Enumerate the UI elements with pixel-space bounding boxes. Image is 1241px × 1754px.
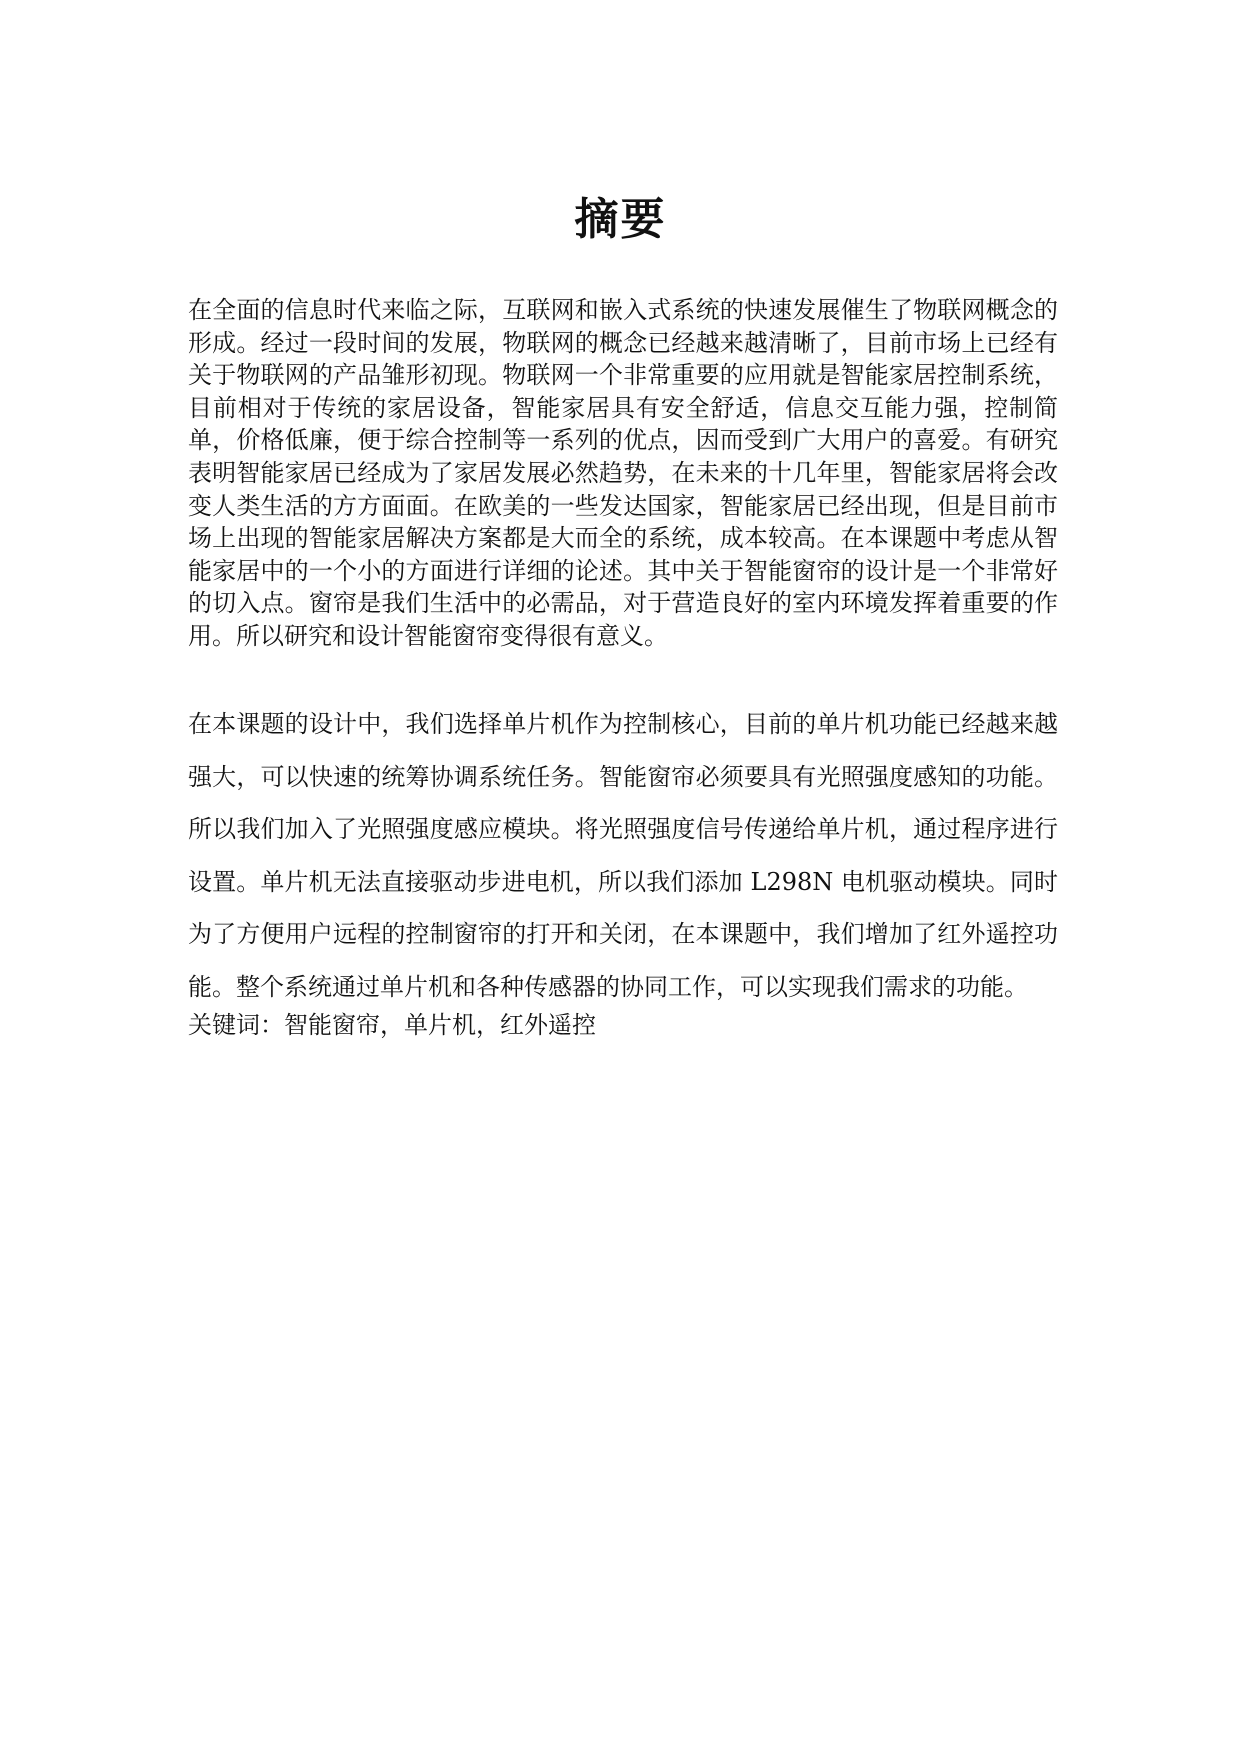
abstract-paragraph-1: 在全面的信息时代来临之际，互联网和嵌入式系统的快速发展催生了物联网概念的形成。经过一段时间的发展，物联网的概念已经越来越清晰了，目前市场上已经有关于物联网的产品雏形初现。物联网一个非常重要的应用就是智能家居控制系统，目前相对于传统的家居设备，智能家居具有安全舒适，信息交互能力强，控制简单，价格低廉，便于综合控制等一系列的优点，因而受到广大用户的喜爱。有研究表明智能家居已经成为了家居发展必然趋势，在未来的十几年里，智能家居将会改变人类生活的方方面面。在欧美的一些发达国家，智能家居已经出现，但是目前市场上出现的智能家居解决方案都是大而全的系统，成本较高。在本课题中考虑从智能家居中的一个小的方面进行详细的论述。其中关于智能窗帘的设计是一个非常好的切入点。窗帘是我们生活中的必需品，对于营造良好的室内环境发挥着重要的作用。所以研究和设计智能窗帘变得很有意义。 <box>188 296 1058 650</box>
keywords-line: 关键词：智能窗帘，单片机，红外遥控 <box>188 1011 596 1039</box>
abstract-paragraph-2: 在本课题的设计中，我们选择单片机作为控制核心，目前的单片机功能已经越来越强大，可以快速的统筹协调系统任务。智能窗帘必须要具有光照强度感知的功能。所以我们加入了光照强度感应模块。将光照强度信号传递给单片机，通过程序进行设置。单片机无法直接驱动步进电机，所以我们添加 L298N 电机驱动模块。同时为了方便用户远程的控制窗帘的打开和关闭，在本课题中，我们增加了红外遥控功能。整个系统通过单片机和各种传感器的协同工作，可以实现我们需求的功能。 <box>188 710 1058 1001</box>
page-title: 摘要 <box>574 194 667 245</box>
